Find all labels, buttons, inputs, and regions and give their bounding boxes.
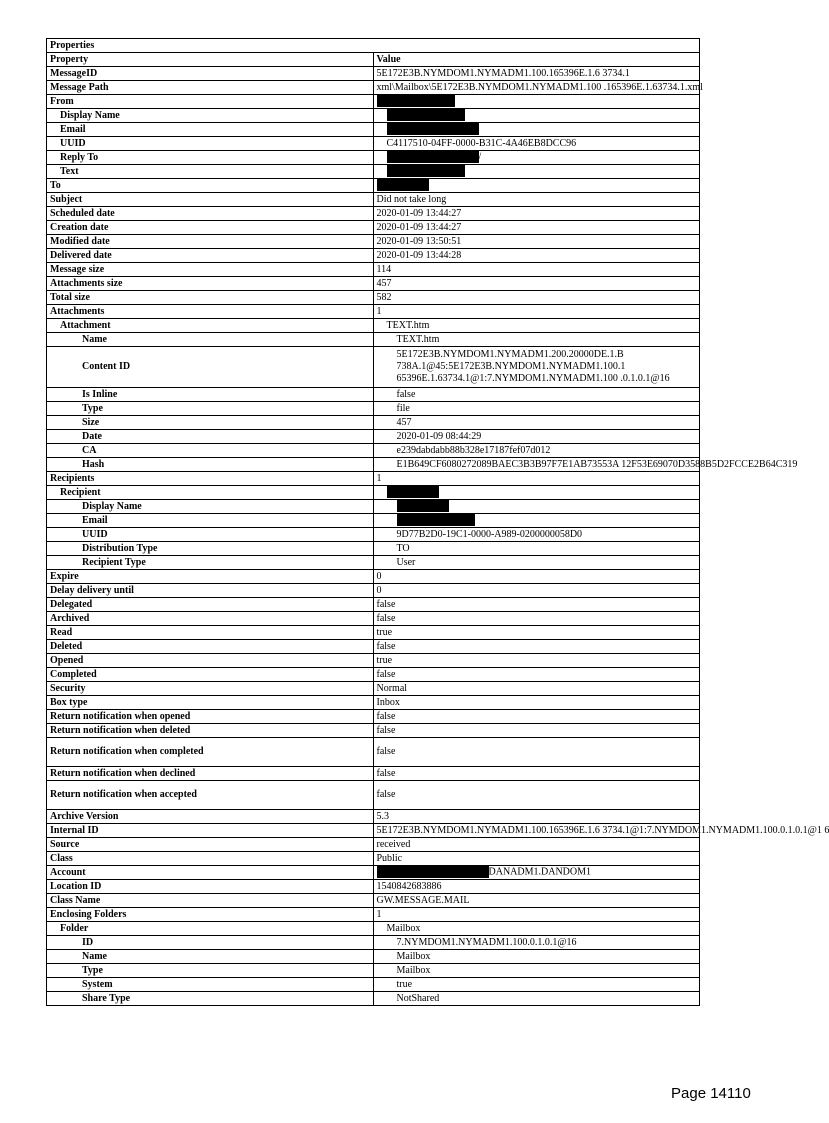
- property-value: TEXT.htm: [373, 333, 700, 347]
- property-name: Scheduled date: [47, 207, 374, 221]
- table-row: [47, 486, 700, 500]
- table-row: [47, 193, 700, 207]
- page-number: Page 14110: [671, 1085, 751, 1102]
- redaction-block: [377, 95, 455, 107]
- property-value: 0: [373, 570, 700, 584]
- property-name: To: [47, 179, 374, 193]
- property-value: Inbox: [373, 696, 700, 710]
- property-name: Display Name: [47, 109, 374, 123]
- table-title: Properties: [47, 39, 700, 53]
- table-row: [47, 950, 700, 964]
- property-value: false: [373, 710, 700, 724]
- property-value: false: [373, 388, 700, 402]
- property-name: Delegated: [47, 598, 374, 612]
- property-value: Did not take long: [373, 193, 700, 207]
- table-row: [47, 936, 700, 950]
- redaction-block: [377, 179, 429, 191]
- column-header-value: Value: [373, 53, 700, 67]
- properties-table-body: [47, 39, 829, 1006]
- table-row: [47, 640, 700, 654]
- property-value: [373, 123, 700, 137]
- table-row: [47, 249, 700, 263]
- table-row: [47, 710, 700, 724]
- property-value: [373, 165, 700, 179]
- property-value: false: [373, 738, 700, 767]
- table-row: [47, 978, 700, 992]
- property-value: 457: [373, 416, 700, 430]
- table-row: [47, 880, 700, 894]
- property-name: Opened: [47, 654, 374, 668]
- property-value: file: [373, 402, 700, 416]
- property-value: [373, 866, 700, 880]
- property-value: 1540842683886: [373, 880, 700, 894]
- table-row: [47, 964, 700, 978]
- property-value: TO: [373, 542, 700, 556]
- redaction-block: [387, 123, 479, 135]
- property-value: C4117510-04FF-0000-B31C-4A46EB8DCC96: [373, 137, 700, 151]
- property-value: true: [373, 654, 700, 668]
- table-row: [47, 682, 700, 696]
- property-value: 1: [373, 305, 700, 319]
- table-row: [47, 207, 700, 221]
- table-row: [47, 500, 700, 514]
- table-row: [47, 584, 700, 598]
- property-name: Creation date: [47, 221, 374, 235]
- property-name: Recipients: [47, 472, 374, 486]
- property-name: UUID: [47, 137, 374, 151]
- property-value: Normal: [373, 682, 700, 696]
- property-name: Return notification when completed: [47, 738, 374, 767]
- property-value: 457: [373, 277, 700, 291]
- property-name: MessageID: [47, 67, 374, 81]
- property-value: received: [373, 838, 700, 852]
- table-row: [47, 95, 700, 109]
- table-row: [47, 235, 700, 249]
- property-name: Completed: [47, 668, 374, 682]
- redaction-block: [387, 165, 465, 177]
- redaction-block: [397, 500, 449, 512]
- property-name: Return notification when accepted: [47, 781, 374, 810]
- property-value: E1B649CF6080272089BAEC3B3B97F7E1AB73553A 12F53E69070D3588B5D2FCCE2B64C319: [373, 458, 700, 472]
- property-value: 5E172E3B.NYMDOM1.NYMADM1.200.20000DE.1.B 738A.1@45:5E172E3B.NYMDOM1.NYMADM1.100.1 65396E.1.63734.1@1:7.NYMDOM1.NYMADM1.100 .0.1.0.1@16: [373, 347, 700, 388]
- table-row: [47, 179, 700, 193]
- property-value: Public: [373, 852, 700, 866]
- property-name: Share Type: [47, 992, 374, 1006]
- table-row: [47, 151, 700, 165]
- table-row: [47, 291, 700, 305]
- property-name: Class Name: [47, 894, 374, 908]
- property-name: Recipient: [47, 486, 374, 500]
- property-name: Return notification when opened: [47, 710, 374, 724]
- property-value-text: DANADM1.DANDOM1: [488, 866, 591, 878]
- table-row: [47, 305, 700, 319]
- table-row: [47, 137, 700, 151]
- table-title-row: [47, 39, 700, 53]
- table-row: [47, 738, 700, 767]
- table-row: [47, 165, 700, 179]
- property-name: Total size: [47, 291, 374, 305]
- redaction-block: [387, 151, 479, 163]
- property-name: UUID: [47, 528, 374, 542]
- property-value: [373, 179, 700, 193]
- table-row: [47, 908, 700, 922]
- property-name: Attachments size: [47, 277, 374, 291]
- property-name: CA: [47, 444, 374, 458]
- table-row: [47, 514, 700, 528]
- property-value: 2020-01-09 13:44:27: [373, 207, 700, 221]
- table-row: [47, 67, 700, 81]
- table-row: [47, 556, 700, 570]
- table-row: [47, 824, 700, 838]
- table-row: [47, 866, 700, 880]
- property-name: Box type: [47, 696, 374, 710]
- property-name: Type: [47, 402, 374, 416]
- table-row: [47, 388, 700, 402]
- property-value-tail: /: [478, 151, 482, 163]
- table-row: [47, 852, 700, 866]
- property-value: User: [373, 556, 700, 570]
- table-row: [47, 598, 700, 612]
- table-row: [47, 654, 700, 668]
- table-row: [47, 123, 700, 137]
- property-name: Expire: [47, 570, 374, 584]
- property-name: Is Inline: [47, 388, 374, 402]
- table-row: [47, 542, 700, 556]
- table-row: [47, 333, 700, 347]
- redaction-block: [397, 514, 475, 526]
- table-row: [47, 992, 700, 1006]
- property-name: Message size: [47, 263, 374, 277]
- property-value: [373, 95, 700, 109]
- property-name: Reply To: [47, 151, 374, 165]
- property-name: Account: [47, 866, 374, 880]
- table-row: [47, 347, 700, 388]
- property-value: [373, 151, 700, 165]
- property-value: Mailbox: [373, 964, 700, 978]
- table-row: [47, 528, 700, 542]
- property-name: Folder: [47, 922, 374, 936]
- table-row: [47, 319, 700, 333]
- table-row: [47, 626, 700, 640]
- property-name: Distribution Type: [47, 542, 374, 556]
- property-name: Class: [47, 852, 374, 866]
- property-name: Attachments: [47, 305, 374, 319]
- property-value: 5E172E3B.NYMDOM1.NYMADM1.100.165396E.1.6 3734.1: [373, 67, 700, 81]
- property-value: false: [373, 781, 700, 810]
- table-row: [47, 838, 700, 852]
- property-value: false: [373, 724, 700, 738]
- column-header-property: Property: [47, 53, 374, 67]
- property-value: 2020-01-09 08:44:29: [373, 430, 700, 444]
- property-value: false: [373, 598, 700, 612]
- property-name: Display Name: [47, 500, 374, 514]
- property-value: 2020-01-09 13:44:27: [373, 221, 700, 235]
- property-value: 582: [373, 291, 700, 305]
- property-value: false: [373, 668, 700, 682]
- property-value: 114: [373, 263, 700, 277]
- property-value: Mailbox: [373, 950, 700, 964]
- table-row: [47, 458, 700, 472]
- property-value: 1: [373, 908, 700, 922]
- table-row: [47, 570, 700, 584]
- redaction-block: [387, 109, 465, 121]
- property-value: e239dabdabb88b328e17187fef07d012: [373, 444, 700, 458]
- table-row: [47, 402, 700, 416]
- properties-table: [46, 38, 829, 1006]
- redaction-block: [377, 866, 489, 878]
- property-value: 5E172E3B.NYMDOM1.NYMADM1.100.165396E.1.6 3734.1@1:7.NYMDOM1.NYMADM1.100.0.1.0.1@1 6: [373, 824, 700, 838]
- property-name: Return notification when declined: [47, 767, 374, 781]
- property-value: [373, 500, 700, 514]
- property-value: false: [373, 767, 700, 781]
- property-name: Recipient Type: [47, 556, 374, 570]
- property-value: [373, 514, 700, 528]
- property-name: Read: [47, 626, 374, 640]
- redaction-block: [387, 486, 439, 498]
- table-row: [47, 221, 700, 235]
- table-row: [47, 894, 700, 908]
- property-name: From: [47, 95, 374, 109]
- property-name: Delay delivery until: [47, 584, 374, 598]
- property-value: true: [373, 978, 700, 992]
- property-name: Modified date: [47, 235, 374, 249]
- table-row: [47, 781, 700, 810]
- table-row: [47, 472, 700, 486]
- properties-sheet: [46, 38, 829, 1006]
- property-name: Source: [47, 838, 374, 852]
- property-value: 5.3: [373, 810, 700, 824]
- property-value: GW.MESSAGE.MAIL: [373, 894, 700, 908]
- property-name: Internal ID: [47, 824, 374, 838]
- table-row: [47, 668, 700, 682]
- table-row: [47, 696, 700, 710]
- table-row: [47, 810, 700, 824]
- property-value: NotShared: [373, 992, 700, 1006]
- property-value: true: [373, 626, 700, 640]
- property-value: TEXT.htm: [373, 319, 700, 333]
- property-name: Email: [47, 514, 374, 528]
- property-value: 2020-01-09 13:44:28: [373, 249, 700, 263]
- table-row: [47, 724, 700, 738]
- property-name: Date: [47, 430, 374, 444]
- property-value: [373, 486, 700, 500]
- property-name: Email: [47, 123, 374, 137]
- property-value: 1: [373, 472, 700, 486]
- property-name: ID: [47, 936, 374, 950]
- table-row: [47, 767, 700, 781]
- table-row: [47, 277, 700, 291]
- property-value: 0: [373, 584, 700, 598]
- property-value: false: [373, 612, 700, 626]
- property-name: Location ID: [47, 880, 374, 894]
- property-name: Message Path: [47, 81, 374, 95]
- property-value: [373, 109, 700, 123]
- table-row: [47, 430, 700, 444]
- property-name: Enclosing Folders: [47, 908, 374, 922]
- table-row: [47, 263, 700, 277]
- property-name: Deleted: [47, 640, 374, 654]
- property-value: Mailbox: [373, 922, 700, 936]
- table-row: [47, 612, 700, 626]
- property-name: Name: [47, 950, 374, 964]
- property-name: Security: [47, 682, 374, 696]
- property-name: Subject: [47, 193, 374, 207]
- table-header-row: [47, 53, 700, 67]
- property-value: 7.NYMDOM1.NYMADM1.100.0.1.0.1@16: [373, 936, 700, 950]
- property-value: false: [373, 640, 700, 654]
- table-row: [47, 81, 700, 95]
- property-value: 2020-01-09 13:50:51: [373, 235, 700, 249]
- property-value: xml\Mailbox\5E172E3B.NYMDOM1.NYMADM1.100 .165396E.1.63734.1.xml: [373, 81, 700, 95]
- property-name: Archive Version: [47, 810, 374, 824]
- property-name: Type: [47, 964, 374, 978]
- property-name: Size: [47, 416, 374, 430]
- property-value: 9D77B2D0-19C1-0000-A989-0200000058D0: [373, 528, 700, 542]
- property-name: Delivered date: [47, 249, 374, 263]
- property-name: Return notification when deleted: [47, 724, 374, 738]
- table-row: [47, 444, 700, 458]
- table-row: [47, 922, 700, 936]
- property-name: Archived: [47, 612, 374, 626]
- property-name: Content ID: [47, 347, 374, 388]
- property-name: Attachment: [47, 319, 374, 333]
- property-name: System: [47, 978, 374, 992]
- property-name: Hash: [47, 458, 374, 472]
- property-name: Name: [47, 333, 374, 347]
- table-row: [47, 416, 700, 430]
- property-name: Text: [47, 165, 374, 179]
- table-row: [47, 109, 700, 123]
